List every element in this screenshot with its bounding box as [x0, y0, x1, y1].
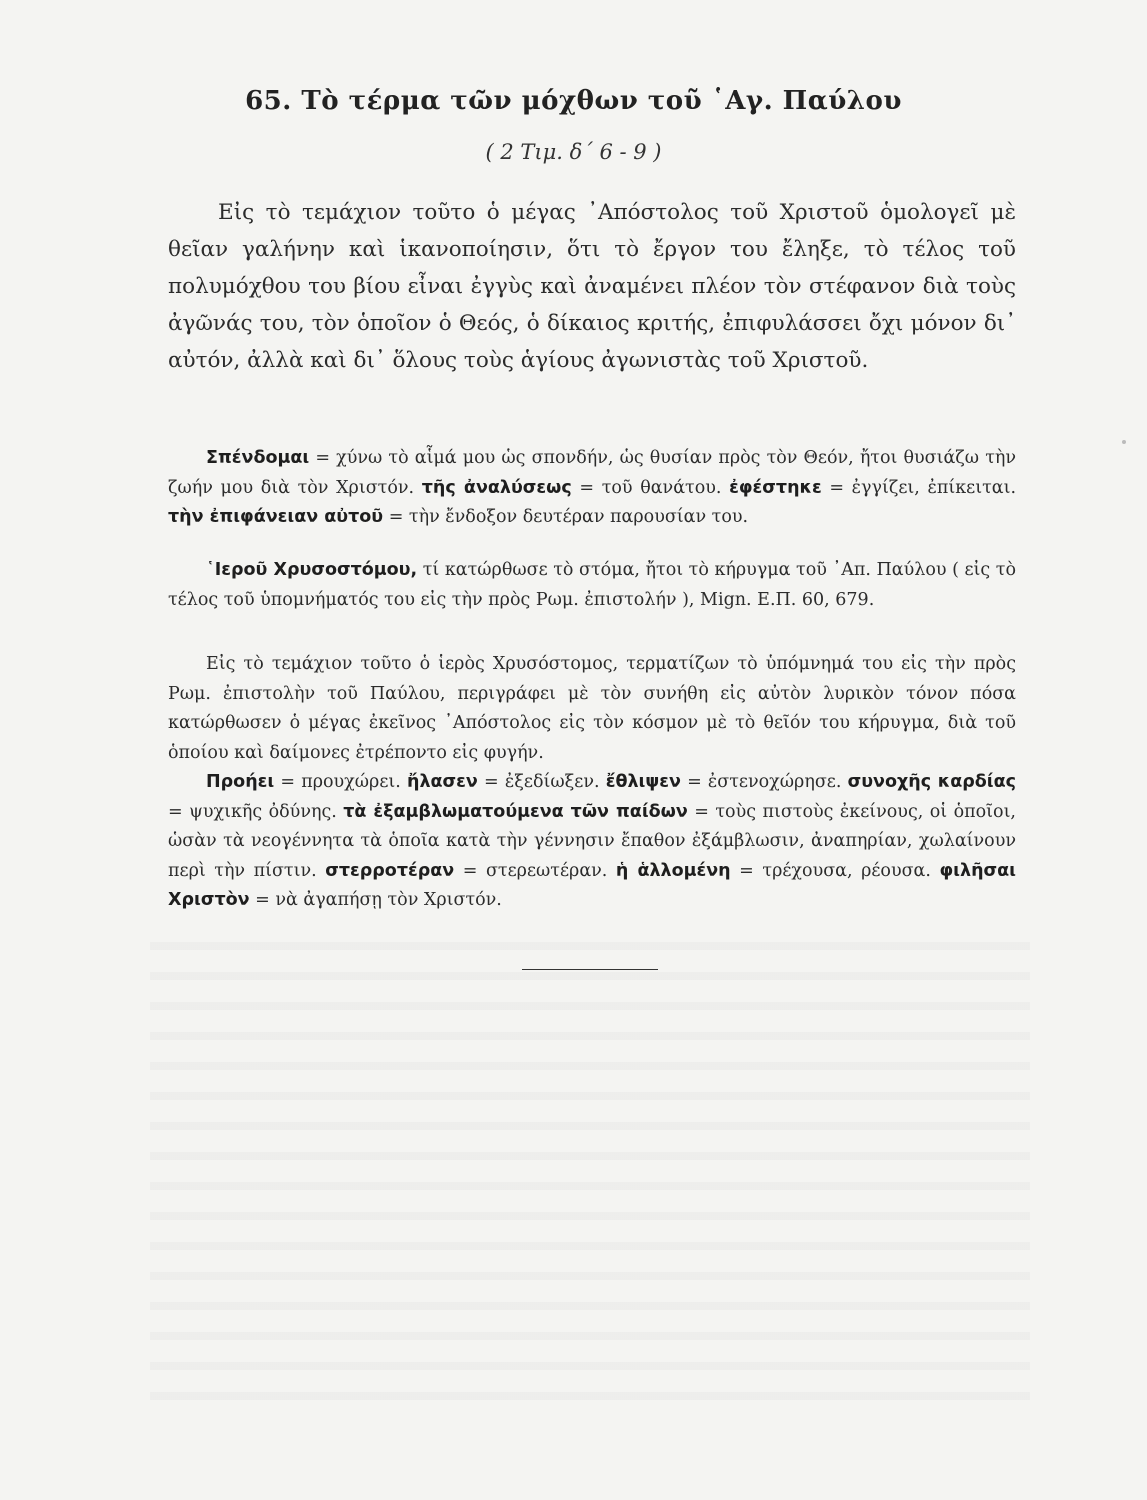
term: στερροτέραν: [325, 860, 455, 881]
term: τῆς ἀναλύσεως: [421, 477, 572, 498]
term: Προήει: [206, 772, 275, 792]
definition: = ψυχικῆς ὀδύνης.: [168, 801, 344, 822]
term: Σπένδομαι: [206, 448, 310, 468]
glossary-note-1: [168, 444, 1016, 533]
glossary-note-2: [168, 768, 1016, 916]
definition: = ἐξεδίωξεν.: [477, 772, 606, 792]
term: τὰ ἐξαμβλωματούμενα τῶν παίδων: [343, 801, 688, 822]
definition: = ἐστενοχώρησε.: [680, 772, 848, 792]
term: ἤλασεν: [407, 772, 478, 792]
reverse-side-bleed-through: [150, 920, 1030, 1400]
commentary-paragraph: Εἰς τὸ τεμάχιον τοῦτο ὁ ἱερὸς Χρυσόστομος, τερματίζων τὸ ὑπόμνημά του εἰς τὴν πρὸς Ρωμ. ἐπιστολὴν τοῦ Παύλου, περιγράφει μὲ τὸν συνήθη εἰς αὐτὸν λυρικὸν τόνον πόσα κατώρθωσεν ὁ μέγας ἐκεῖνος ᾿Απόστολος εἰς τὸν κόσμον μὲ τὸ θεῖόν του κήρυγμα, διὰ τοῦ ὁποίου καὶ δαίμονες ἐτρέποντο εἰς φυγήν.: [168, 654, 1016, 763]
section-title: 65. Τὸ τέρμα τῶν μόχθων τοῦ ῾Αγ. Παύλου: [245, 86, 902, 116]
term: συνοχῆς καρδίας: [847, 772, 1017, 792]
definition: τί κατώρθωσε τὸ στόμα, ἤτοι τὸ κήρυγμα τοῦ ᾿Απ. Παύλου ( εἰς τὸ τέλος τοῦ ὑπομνήματός του εἰς τὴν πρὸς Ρωμ. ἐπιστολήν ), Mign. E.Π. 60, 679.: [168, 560, 1016, 610]
definition: = τοῦ θανάτου.: [571, 477, 730, 498]
definition: = τὴν ἔνδοξον δευτέραν παρουσίαν του.: [383, 507, 749, 527]
page-speck: [1122, 440, 1126, 444]
section-divider-rule: [522, 969, 658, 970]
chrysostom-quote-note: [168, 556, 1016, 615]
definition: = προυχώρει.: [274, 772, 407, 792]
definition: = χύνω τὸ αἷμά μου ὡς σπονδήν, ὡς θυσίαν πρὸς τὸν Θεόν, ἤτοι θυσιάζω τὴν ζωήν μου διὰ τὸν Χριστόν.: [168, 448, 1016, 498]
definition: = ἐγγίζει, ἐπίκειται.: [821, 477, 1017, 498]
term: φιλῆσαι Χριστὸν: [168, 860, 1016, 910]
scripture-reference: ( 2 Τιμ. δ΄ 6 - 9 ): [485, 140, 662, 164]
definition: = στερεωτέραν.: [454, 860, 616, 881]
definition: = τοὺς πιστοὺς ἐκείνους, οἱ ὁποῖοι, ὡσὰν τὰ νεογέννητα τὰ ὁποῖα κατὰ τὴν γέννησιν ἔπαθον ἐξάμβλωσιν, ἀναπηρίαν, χωλαίνουν περὶ τὴν πίστιν.: [168, 801, 1016, 881]
term: ἡ ἁλλομένη: [615, 860, 731, 881]
definition: = τρέχουσα, ρέουσα.: [730, 860, 940, 881]
main-paragraph: Εἰς τὸ τεμάχιον τοῦτο ὁ μέγας ᾿Απόστολος τοῦ Χριστοῦ ὁμολογεῖ μὲ θεῖαν γαλήνην καὶ ἱκανοποίησιν, ὅτι τὸ ἔργον του ἔληξε, τὸ τέλος τοῦ πολυμόχθου του βίου εἶναι ἐγγὺς καὶ ἀναμένει πλέον τὸν στέφανον διὰ τοὺς ἀγῶνάς του, τὸν ὁποῖον ὁ Θεός, ὁ δίκαιος κριτής, ἐπιφυλάσσει ὄχι μόνον δι᾿ αὐτόν, ἀλλὰ καὶ δι᾿ ὅλους τοὺς ἁγίους ἀγωνιστὰς τοῦ Χριστοῦ.: [168, 200, 1016, 373]
term: τὴν ἐπιφάνειαν αὐτοῦ: [168, 507, 384, 527]
definition: = νὰ ἀγαπήσῃ τὸν Χριστόν.: [249, 890, 502, 910]
term: ἔθλιψεν: [605, 772, 681, 792]
term: ἐφέστηκε: [729, 477, 822, 498]
term: ῾Ιεροῦ Χρυσοστόμου,: [206, 560, 418, 580]
